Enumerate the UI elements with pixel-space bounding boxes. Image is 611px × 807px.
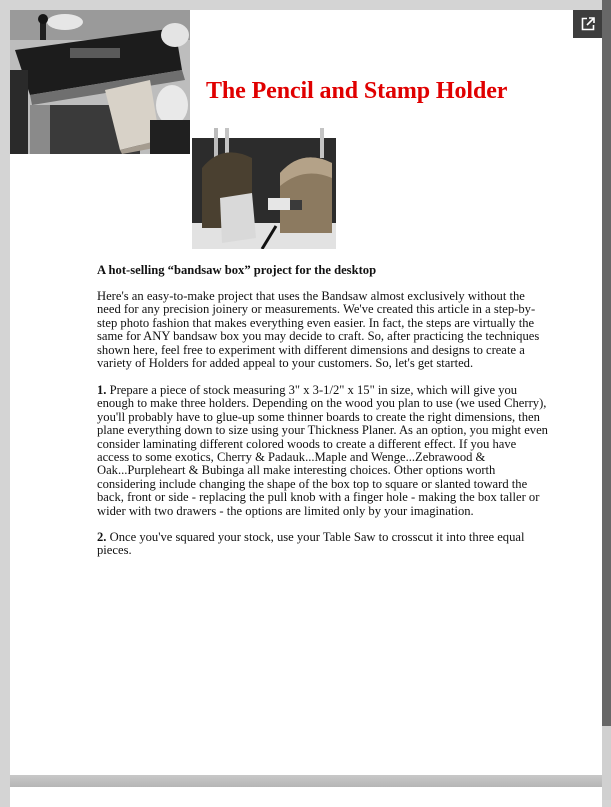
intro-line: Here's an easy-to-make project that uses the Bandsaw almost exclusively without the: [97, 289, 525, 303]
open-in-new-icon: [581, 17, 595, 31]
intro-line: same for ANY bandsaw box you may decide to craft. So, after practicing the techniques: [97, 329, 540, 344]
intro-line: step photo fashion that makes everything even easier. In fact, the steps are virtually the: [97, 315, 535, 330]
intro-line: variety of Holders for added appeal to your customers. So, let's get started.: [97, 356, 474, 371]
thickness-planer-photo: [10, 10, 190, 154]
step-1-text: Prepare a piece of stock measuring 3" x 3-1/2" x 15" in size, which will give you: [106, 383, 518, 397]
step-1-line: considering include changing the shape of the box top to square or slanted toward the: [97, 476, 528, 491]
document-subtitle: A hot-selling “bandsaw box” project for the desktop: [97, 263, 377, 277]
step-1-paragraph: [97, 384, 548, 518]
step-1-line: back, front or side - replacing the pull knob with a finger hole - making the box taller or: [97, 490, 540, 505]
step-2-paragraph: [97, 531, 525, 558]
page-separator: [10, 775, 602, 787]
step-1-number: 1.: [97, 383, 107, 397]
document-title: The Pencil and Stamp Holder: [206, 78, 508, 104]
step-1-line: enough to make three holders. Depending on the wood you plan to use (we used Cherry),: [97, 396, 547, 411]
scrollbar-thumb[interactable]: [602, 0, 611, 726]
document-page-1: [10, 10, 602, 775]
step-1-line: you'll probably have to glue-up some thinner boards to create the right dimensions, then: [97, 409, 540, 424]
step-1-line: access to some exotics, Cherry & Padauk...Maple and Wenge...Zebrawood &: [97, 450, 486, 465]
step-1-line: Oak...Purpleheart & Bubinga all make interesting choices. Other options worth: [97, 463, 496, 478]
document-page-2: [10, 787, 602, 807]
popout-button[interactable]: [573, 10, 602, 38]
step-1-line: plane everything down to size using your Thickness Planer. As an option, you might even: [97, 423, 548, 438]
step-2-text: Once you've squared your stock, use your Table Saw to crosscut it into three equal: [106, 530, 525, 544]
intro-paragraph: [97, 290, 539, 370]
intro-line: need for any precision joinery or measurements. We've created this article in a step-by-: [97, 302, 536, 317]
step-2-number: 2.: [97, 530, 107, 544]
step-1-line: [97, 384, 548, 397]
intro-line: shown here, feel free to experiment with different dimensions and designs to create a: [97, 342, 525, 357]
step-1-line: consider laminating different colored woods to create a different effect. If you have: [97, 436, 517, 451]
step-2-line: [97, 531, 525, 544]
step-2-line: pieces.: [97, 543, 132, 558]
step-1-line: wider with two drawers - the options are limited only by your imagination.: [97, 503, 474, 518]
pencil-stamp-holders-photo: [192, 128, 336, 249]
